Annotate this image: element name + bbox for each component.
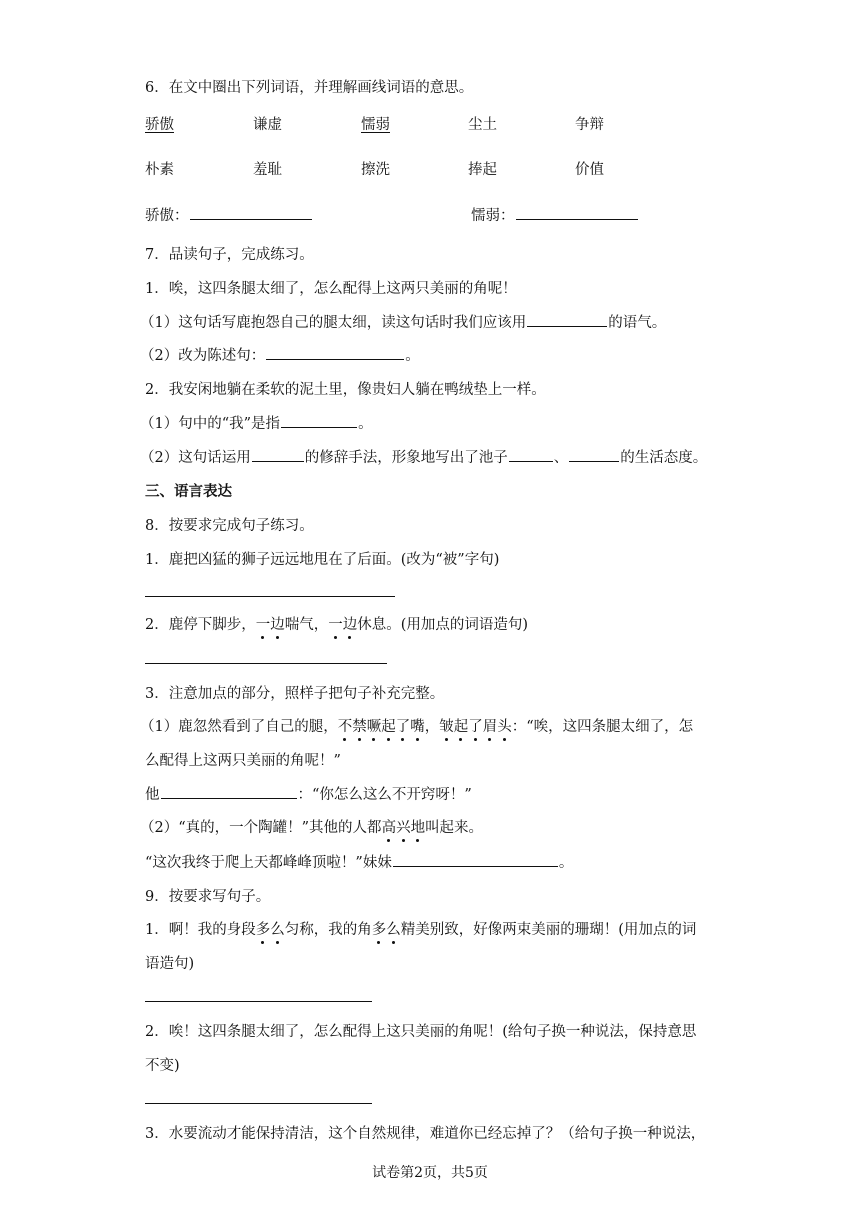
word-row2-3: 擦洗 [361,162,390,178]
q8-s3a-line2: 么配得上这两只美丽的角呢！” [145,753,341,769]
emphasis-char: 皱 [439,715,454,736]
answer-jiaoao-line [145,204,313,225]
q8-s2-text1: 2．鹿停下脚步， [145,617,256,633]
answer-jiaoao-blank[interactable] [190,205,312,220]
q7-s1b-blank[interactable] [266,345,404,360]
q7-s2-part2 [140,446,707,467]
emphasis-char: 不 [338,715,353,736]
word-row1-2: 谦虚 [253,117,282,133]
emphasis-char: 嘴 [410,715,425,736]
q9-s1-line2: 语造句) [145,956,195,972]
q7-s2b-text4: 的生活态度。 [620,450,708,466]
emphasis-char: 边 [343,613,358,634]
q7-s1a-blank[interactable] [527,312,607,327]
q8-s2-dotted1 [256,617,285,633]
q7-s2a-end: 。 [358,416,373,432]
q7-s2b-blank1[interactable] [252,447,304,462]
emphasis-char: 兴 [396,816,411,837]
q8-s3b-text1: （2）“真的，一个陶罐！”其他的人都 [140,820,382,836]
emphasis-char: 多 [256,918,271,939]
word-row1-5: 争辩 [575,117,604,133]
q8-sentence2 [145,613,528,634]
q8-s3a-answer [145,783,472,804]
q9-sentence1 [145,918,696,939]
q8-s3a-ans-blank[interactable] [161,784,297,799]
q7-s2a-text: （1）句中的“我”是指 [140,416,281,432]
q8-s3b-ans-text2: 。 [558,855,574,871]
q8-s3a-ans-text2: ：“你怎么这么不开窍呀！” [297,787,472,803]
q8-s3a-text3: ：“唉，这四条腿太细了，怎 [511,719,694,735]
q9-sentence3: 3．水要流动才能保持清洁，这个自然规律，难道你已经忘掉了？（给句子换一种说法， [145,1126,706,1142]
q7-s2a-blank[interactable] [281,413,357,428]
word-row1-1: 骄傲 [145,117,174,133]
page-footer: 试卷第2页，共5页 [372,1165,488,1181]
q9-s1-dotted2 [372,922,401,938]
emphasis-char: 一 [328,613,343,634]
emphasis-char: 多 [372,918,387,939]
q6-title: 6．在文中圈出下列词语，并理解画线词语的意思。 [145,80,474,96]
q9-s1-text3: 精美别致，好像两束美丽的珊瑚！(用加点的词 [400,922,697,938]
q7-s1-part2 [140,344,420,365]
q8-s3b-ans-blank[interactable] [393,852,558,867]
q9-s1-dotted1 [256,922,285,938]
q9-s1-answer-line[interactable] [145,1001,372,1002]
word-row2-1: 朴素 [145,162,174,178]
emphasis-char: 噘 [367,715,382,736]
word-row2-4: 捧起 [468,162,497,178]
q9-s2-line2: 不变) [145,1058,180,1074]
answer-nuoruo-label: 懦弱： [471,208,515,224]
emphasis-char: 起 [381,715,396,736]
q8-s3a [140,715,693,736]
emphasis-char: 边 [270,613,285,634]
emphasis-char: 眉 [483,715,498,736]
emphasis-char: 高 [382,816,397,837]
q8-title: 8．按要求完成句子练习。 [145,518,314,534]
q7-title: 7．品读句子，完成练习。 [145,247,314,263]
emphasis-char: 头 [497,715,512,736]
q8-s3a-dotted1 [338,719,425,735]
q8-s2-text2: 喘气， [284,617,329,633]
q7-s1-part1 [140,311,666,332]
q7-s2-part1 [140,412,373,433]
answer-jiaoao-label: 骄傲： [145,208,189,224]
q8-sentence1: 1．鹿把凶猛的狮子远远地甩在了后面。(改为“被”字句) [145,552,500,568]
emphasis-char: 禁 [352,715,367,736]
q7-s2b-text3: 、 [553,450,569,466]
q7-s2b-blank2[interactable] [509,447,553,462]
q7-sentence2: 2．我安闲地躺在柔软的泥土里，像贵妇人躺在鸭绒垫上一样。 [145,382,546,398]
q8-sentence3: 3．注意加点的部分，照样子把句子补充完整。 [145,686,445,702]
q8-s2-text3: 休息。(用加点的词语造句) [357,617,529,633]
q8-s3a-dotted2 [439,719,512,735]
emphasis-char: 起 [454,715,469,736]
section3-title: 三、语言表达 [145,484,232,500]
q8-s3b-answer [145,851,573,872]
word-row2-2: 羞耻 [253,162,282,178]
q9-sentence2: 2．唉！这四条腿太细了，怎么配得上这只美丽的角呢！(给句子换一种说法，保持意思 [145,1024,697,1040]
q7-sentence1: 1．唉，这四条腿太细了，怎么配得上这两只美丽的角呢！ [145,281,517,297]
answer-nuoruo-blank[interactable] [516,205,638,220]
emphasis-char: 了 [396,715,411,736]
emphasis-char: 了 [468,715,483,736]
q9-s1-text2: 匀称，我的角 [284,922,372,938]
emphasis-char: 么 [270,918,285,939]
word-row1-3: 懦弱 [361,117,390,133]
q7-s1a-end: 的语气。 [608,315,667,331]
q8-s3b [140,816,483,837]
answer-nuoruo-line [471,204,639,225]
word-row2-5: 价值 [575,162,604,178]
q8-s2-answer-line[interactable] [145,663,387,664]
q8-s3b-text2: 叫起来。 [425,820,484,836]
q8-s1-answer-line[interactable] [145,596,395,597]
q8-s3b-dotted [382,820,426,836]
q8-s3a-text1: （1）鹿忽然看到了自己的腿， [140,719,338,735]
q7-s2b-text1: （2）这句话运用 [140,450,251,466]
q7-s1b-end: 。 [405,348,420,364]
q9-s2-answer-line[interactable] [145,1103,372,1104]
q9-s1-text1: 1．啊！我的身段 [145,922,256,938]
q7-s2b-text2: 的修辞手法，形象地写出了池子 [304,450,508,466]
q9-title: 9．按要求写句子。 [145,889,271,905]
q7-s1b-text: （2）改为陈述句： [140,348,266,364]
q8-s3b-ans-text1: “这次我终于爬上天都峰峰顶啦！”妹妹 [145,855,392,871]
emphasis-char: 么 [386,918,401,939]
q8-s3a-text2: ， [424,719,440,735]
q8-s2-dotted2 [328,617,357,633]
word-row1-4: 尘土 [468,117,497,133]
emphasis-char: 一 [256,613,271,634]
emphasis-char: 地 [411,816,426,837]
q7-s1a-text: （1）这句话写鹿抱怨自己的腿太细，读这句话时我们应该用 [140,315,527,331]
q8-s3a-ans-text1: 他 [145,787,160,803]
q7-s2b-blank3[interactable] [569,447,619,462]
